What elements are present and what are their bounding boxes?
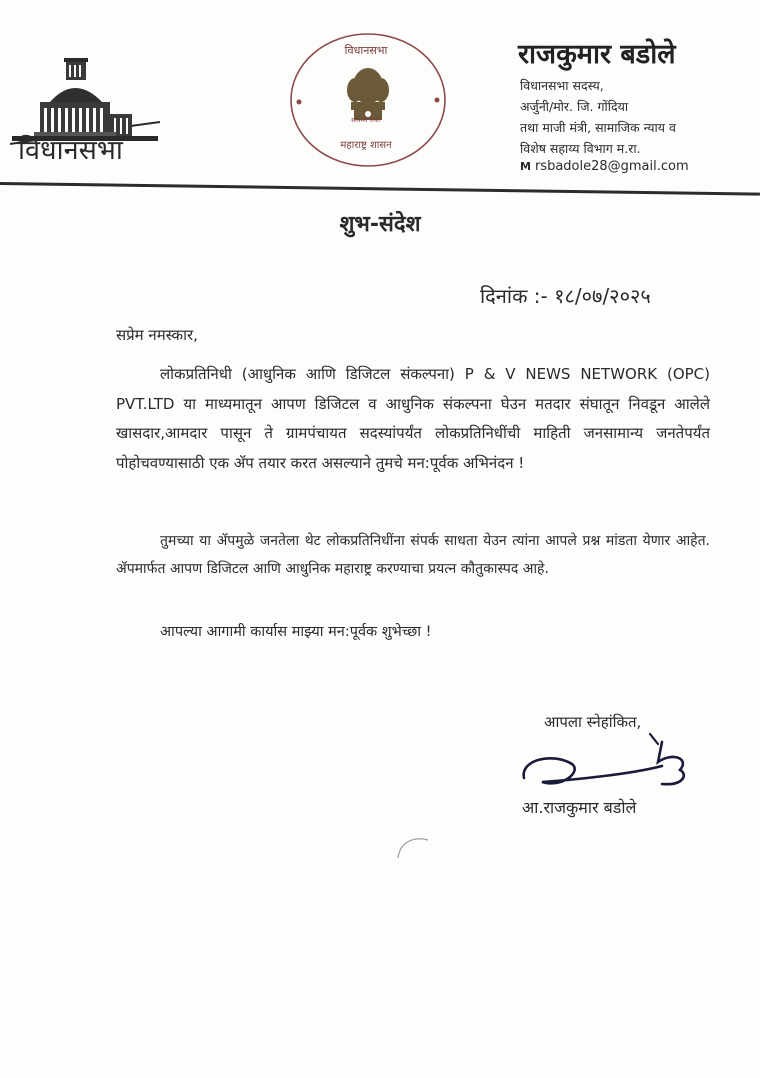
letter-title: शुभ-संदेश (339, 212, 421, 237)
designation-line: तथा माजी मंत्री, सामाजिक न्याय व (520, 120, 676, 135)
seal-motto: सत्यमेव जयते (351, 117, 381, 124)
designation-line: विशेष सहाय्य विभाग म.रा. (520, 141, 641, 156)
designation-line: अर्जुनी/मोर. जि. गोंदिया (520, 99, 629, 114)
closing: आपला स्नेहांकित, (544, 713, 642, 731)
paper-crease-mark (394, 832, 434, 862)
email-address[interactable]: rsbadole28@gmail.com (534, 159, 689, 174)
seal-top-text: विधानसभा (344, 44, 388, 57)
vidhan-sabha-label: विधानसभा (18, 135, 123, 166)
designation-line: विधानसभा सदस्य, (520, 78, 604, 93)
mla-name: राजकुमार बडोले (518, 39, 676, 70)
paragraph-3: आपल्या आगामी कार्यास माझ्या मन:पूर्वक शुभेच्छा ! (160, 624, 432, 640)
seal-bottom-text: महाराष्ट्र शासन (340, 140, 392, 151)
signatory-name: आ.राजकुमार बडोले (522, 798, 637, 817)
greeting: सप्रेम नमस्कार, (116, 326, 198, 344)
paragraph-1: लोकप्रतिनिधी (आधुनिक आणि डिजिटल संकल्पना) P & V NEWS NETWORK (OPC) PVT.LTD या माध्यमातून आपण डिजिटल व आधुनिक संकल्पना घेउन मतदार संघातून निवडून आलेले खासदार,आमदार पासून ते ग्रामपंचायत सदस्यांपर्यंत लोकप्रतिनिधींची माहिती जनसामान्य जनतेपर्यंत पोहोचवण्यासाठी एक ॲप तयार करत असल्याने तुमचे मन:पूर्वक अभिनंदन ! (116, 365, 710, 472)
email-row (520, 159, 689, 174)
mail-icon: M (520, 160, 531, 173)
paragraph-2: तुमच्या या ॲपमुळे जनतेला थेट लोकप्रतिनिधींना संपर्क साधता येउन त्यांना आपले प्रश्न मांडता येणार आहेत. ॲपमार्फत आपण डिजिटल आणि आधुनिक महाराष्ट्र करण्याचा प्रयत्न कौतुकास्पद आहे. (116, 533, 710, 577)
header-divider (0, 182, 760, 196)
date-line: दिनांक :- १८/०७/२०२५ (480, 284, 651, 308)
handwritten-signature-icon (512, 730, 712, 800)
